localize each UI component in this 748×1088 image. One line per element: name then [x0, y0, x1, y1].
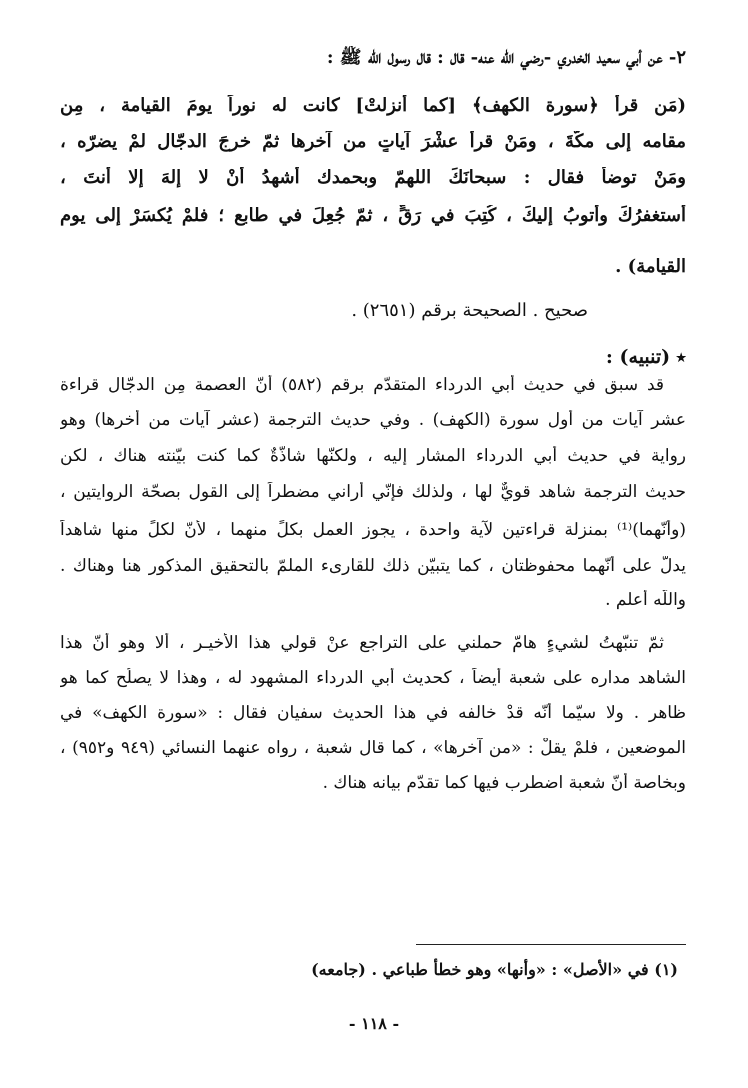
hadith-text-line: القيامة) . — [615, 256, 686, 277]
star-icon: ٭ — [676, 347, 686, 368]
hadith-heading: ٢- عن أبي سعيد الخدري -رضي الله عنه- قال : قال رسول الله ﷺ : — [326, 47, 686, 68]
hadith-text-line: ومَنْ توضأَ فقال : سبحانَكَ اللهمّ وبحمدك أشهدُ أنْ لا إلهَ إلا أنتَ ، — [60, 167, 686, 188]
paragraph-line: عشر آيات من أول سورة (الكهف) . وفي حديث الترجمة (عشر آيات من أخرها) وهو — [60, 410, 686, 430]
hadith-text-line: مقامه إلى مكَّةَ ، ومَنْ قرأ عشْرَ آياتٍ من آخرها ثمّ خرجَ الدجّال لمْ يضرّه ، — [60, 131, 686, 152]
hadith-text-line: (مَن قرأ ﴿سورة الكهف﴾ [كما أُنزلتْ] كانت له نوراً يومَ القيامة ، مِن — [60, 95, 686, 116]
note-heading: (تنبيه) : — [605, 346, 671, 368]
footnote: (١) في «الأصل» : «وأنها» وهو خطأ طباعي . (جامعه) — [311, 960, 678, 979]
paragraph-line: الشاهد مداره على شعبة أيضاً ، كحديث أبي الدرداء المشهود له ، وهذا لا يصلُح كما هو — [60, 668, 686, 688]
paragraph-line: وبخاصة أنّ شعبة اضطرب فيها كما تقدّم بيانه هناك . — [322, 773, 686, 793]
paragraph-line: ظاهر . ولا سيّما أنّه قدْ خالفه في هذا الحديث سفيان فقال : «سورة الكهف» في — [60, 703, 686, 723]
paragraph-line: ثمّ تنبّهتُ لشيءٍ هامّ حملني على التراجع عنْ قولي هذا الأخيـر ، ألا وهو أنّ هذا — [60, 633, 664, 653]
footnote-divider — [416, 944, 686, 945]
paragraph-line: يدلُّ على أنّهما محفوظتان ، كما يتبيّن ذلك للقارىء الملمّ بالتحقيق المذكور هنا وهناك . — [60, 556, 686, 576]
paragraph-line: رواية في حديث أبي الدرداء المشار إليه ، ولكنّها شاذّةٌ كما كنت بيّنته هناك ، لكن — [60, 446, 686, 466]
paragraph-line: الموضعين ، فلمْ يقلْ : «من آخرها» ، كما قال شعبة ، رواه عنهما النسائي (٩٤٩ و٩٥٢) ، — [60, 738, 686, 758]
page-number: - ١١٨ - — [348, 1014, 400, 1033]
note-heading-row — [60, 346, 686, 368]
hadith-grade: صحيح . الصحيحة برقم (٢٦٥١) . — [351, 300, 588, 321]
paragraph-line: حديث الترجمة شاهد قويٌّ لها ، ولذلك فإنّي أراني مضطراً إلى القول بصحّة الروايتين ، — [60, 482, 686, 502]
paragraph-line: واللّه أعلم . — [605, 590, 686, 610]
paragraph-line: قد سبق في حديث أبي الدرداء المتقدّم برقم (٥٨٢) أنّ العصمة مِن الدجّال قراءة — [60, 375, 664, 395]
hadith-text-line: أستغفرُكَ وأتوبُ إليكَ ، كُتِبَ في رَقٍّ ، ثمّ جُعِلَ في طابع ؛ فلمْ يُكسَرْ إلى يوم — [60, 205, 686, 226]
paragraph-line: (وأنّهما)⁽¹⁾ بمنزلة قراءتين لآية واحدة ، يجوز العمل بكلٍّ منهما ، لأنّ لكلٍّ منها شاهداً — [60, 520, 686, 540]
